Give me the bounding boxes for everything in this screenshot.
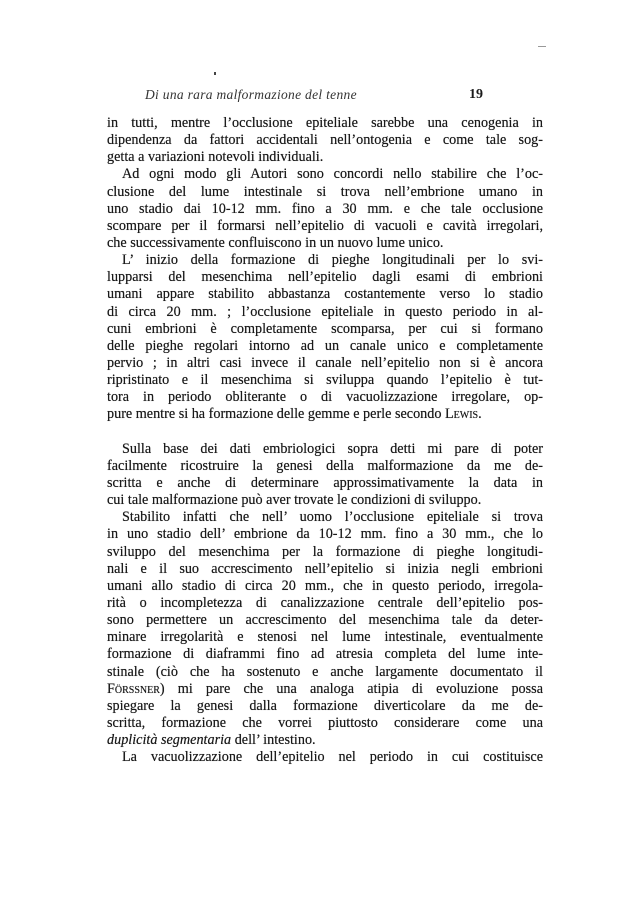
text-line [107, 201, 543, 218]
text-line [107, 321, 543, 338]
text-line [107, 749, 543, 766]
text-line [107, 389, 543, 406]
text-run: umani appare stabilito abbastanza costantemente verso lo stadio [107, 286, 543, 303]
paragraph [107, 749, 543, 766]
text-line [107, 115, 543, 132]
text-line [107, 612, 543, 629]
scan-speck [214, 72, 216, 75]
text-line [107, 166, 543, 183]
text-line [107, 509, 543, 526]
text-line [107, 578, 543, 595]
text-run: pervio ; in altri casi invece il canale nell’epitelio non si è ancora [107, 354, 543, 371]
text-line [107, 629, 543, 646]
text-run: pure mentre si ha formazione delle gemme e perle secondo [107, 406, 445, 423]
text-run: sono permettere un accrescimento del mesenchima tale da deter- [107, 612, 543, 629]
text-run: cui tale malformazione può aver trovate le condizioni di sviluppo. [107, 492, 482, 509]
text-run: ) mi pare che una analoga atipia di evoluzione possa [159, 680, 543, 697]
text-run: uno stadio dai 10-12 mm. fino a 30 mm. e che tale occlusione [107, 200, 543, 217]
text-run: sviluppo del mesenchima per la formazione di pieghe longitudi- [107, 543, 543, 560]
paragraph [107, 115, 543, 166]
body-text [107, 115, 543, 766]
text-run: rità o incompletezza di canalizzazione centrale dell’epitelio pos- [107, 594, 543, 611]
paragraph [107, 441, 543, 510]
text-line [107, 132, 543, 149]
text-line [107, 338, 543, 355]
text-run: clusione del lume intestinale si trova nell’embrione umano in [107, 183, 543, 200]
text-line [107, 458, 543, 475]
paragraph-gap [107, 424, 543, 441]
emphasis: duplicità segmentaria [107, 732, 232, 749]
text-run: La vacuolizzazione dell’epitelio nel periodo in cui costituisce [122, 749, 543, 766]
text-line [107, 149, 543, 166]
text-line [107, 406, 543, 423]
text-run: scritta, formazione che vorrei piuttosto considerare come una [107, 714, 543, 731]
text-run: facilmente ricostruire la genesi della malformazione da me de- [107, 457, 543, 474]
paragraph [107, 509, 543, 749]
text-line [107, 372, 543, 389]
author-name: Förssner [107, 680, 160, 697]
text-run: ripristinato e il mesenchima si sviluppa quando l’epitelio è tut- [107, 372, 543, 389]
text-run: Stabilito infatti che nell’ uomo l’occlusione epiteliale si trova [122, 509, 543, 526]
text-run: nali e il suo accrescimento nell’epitelio si inizia negli embrioni [107, 560, 543, 577]
text-line [107, 218, 543, 235]
text-run: lupparsi del mesenchima nell’epitelio dagli esami di embrioni [107, 269, 543, 286]
text-line [107, 252, 543, 269]
text-run: spiegare la genesi dalla formazione diverticolare da me de- [107, 697, 543, 714]
text-line [107, 286, 543, 303]
paragraph [107, 166, 543, 252]
running-title: Di una rara malformazione del tenne [145, 87, 357, 102]
text-run: L’ inizio della formazione di pieghe longitudinali per lo svi- [122, 252, 543, 269]
text-run: stinale (ciò che ha sostenuto e anche largamente documentato il [107, 663, 543, 680]
text-run: formazione di diaframmi fino ad atresia completa del lume inte- [107, 646, 543, 663]
text-line [107, 595, 543, 612]
text-run: umani allo stadio di circa 20 mm., che in questo periodo, irregola- [107, 577, 543, 594]
text-line [107, 715, 543, 732]
text-line [107, 235, 543, 252]
text-run: dipendenza da fattori accidentali nell’ontogenia e come tale sog- [107, 132, 543, 149]
text-run: Ad ogni modo gli Autori sono concordi nello stabilire che l’oc- [122, 166, 543, 183]
text-run: Sulla base dei dati embriologici sopra detti mi pare di poter [122, 440, 543, 457]
text-line [107, 475, 543, 492]
text-run: minare irregolarità e stenosi nel lume intestinale, eventualmente [107, 629, 543, 646]
scan-mark [538, 46, 546, 47]
text-line [107, 184, 543, 201]
paragraph [107, 252, 543, 423]
text-run: scompare per il formarsi nell’epitelio di vacuoli e cavità irregolari, [107, 217, 543, 234]
text-run: cuni embrioni è completamente scomparsa, per cui si formano [107, 320, 543, 337]
text-line [107, 664, 543, 681]
text-line [107, 355, 543, 372]
text-line [107, 681, 543, 698]
text-line [107, 698, 543, 715]
page-number: 19 [469, 87, 483, 102]
text-line [107, 561, 543, 578]
text-line [107, 304, 543, 321]
text-run: dell’ intestino. [231, 732, 316, 749]
text-run: di circa 20 mm. ; l’occlusione epiteliale in questo periodo in al- [107, 303, 543, 320]
text-line [107, 544, 543, 561]
text-run: delle pieghe regolari intorno ad un canale unico e completamente [107, 337, 543, 354]
text-run: getta a variazioni notevoli individuali. [107, 149, 324, 166]
text-line [107, 646, 543, 663]
text-line [107, 526, 543, 543]
text-run: scritta e anche di determinare approssimativamente la data in [107, 474, 543, 491]
author-name: Lewis. [445, 406, 482, 423]
text-line [107, 269, 543, 286]
text-run: che successivamente confluiscono in un nuovo lume unico. [107, 234, 444, 251]
text-run: in tutti, mentre l’occlusione epiteliale sarebbe una cenogenia in [107, 115, 543, 131]
text-line [107, 492, 543, 509]
text-run: in uno stadio dell’ embrione da 10-12 mm. fino a 30 mm., che lo [107, 526, 543, 543]
text-line [107, 441, 543, 458]
text-line [107, 732, 543, 749]
text-run: tora in periodo obliterante o di vacuolizzazione irregolare, op- [107, 389, 543, 406]
page-header [107, 87, 543, 105]
